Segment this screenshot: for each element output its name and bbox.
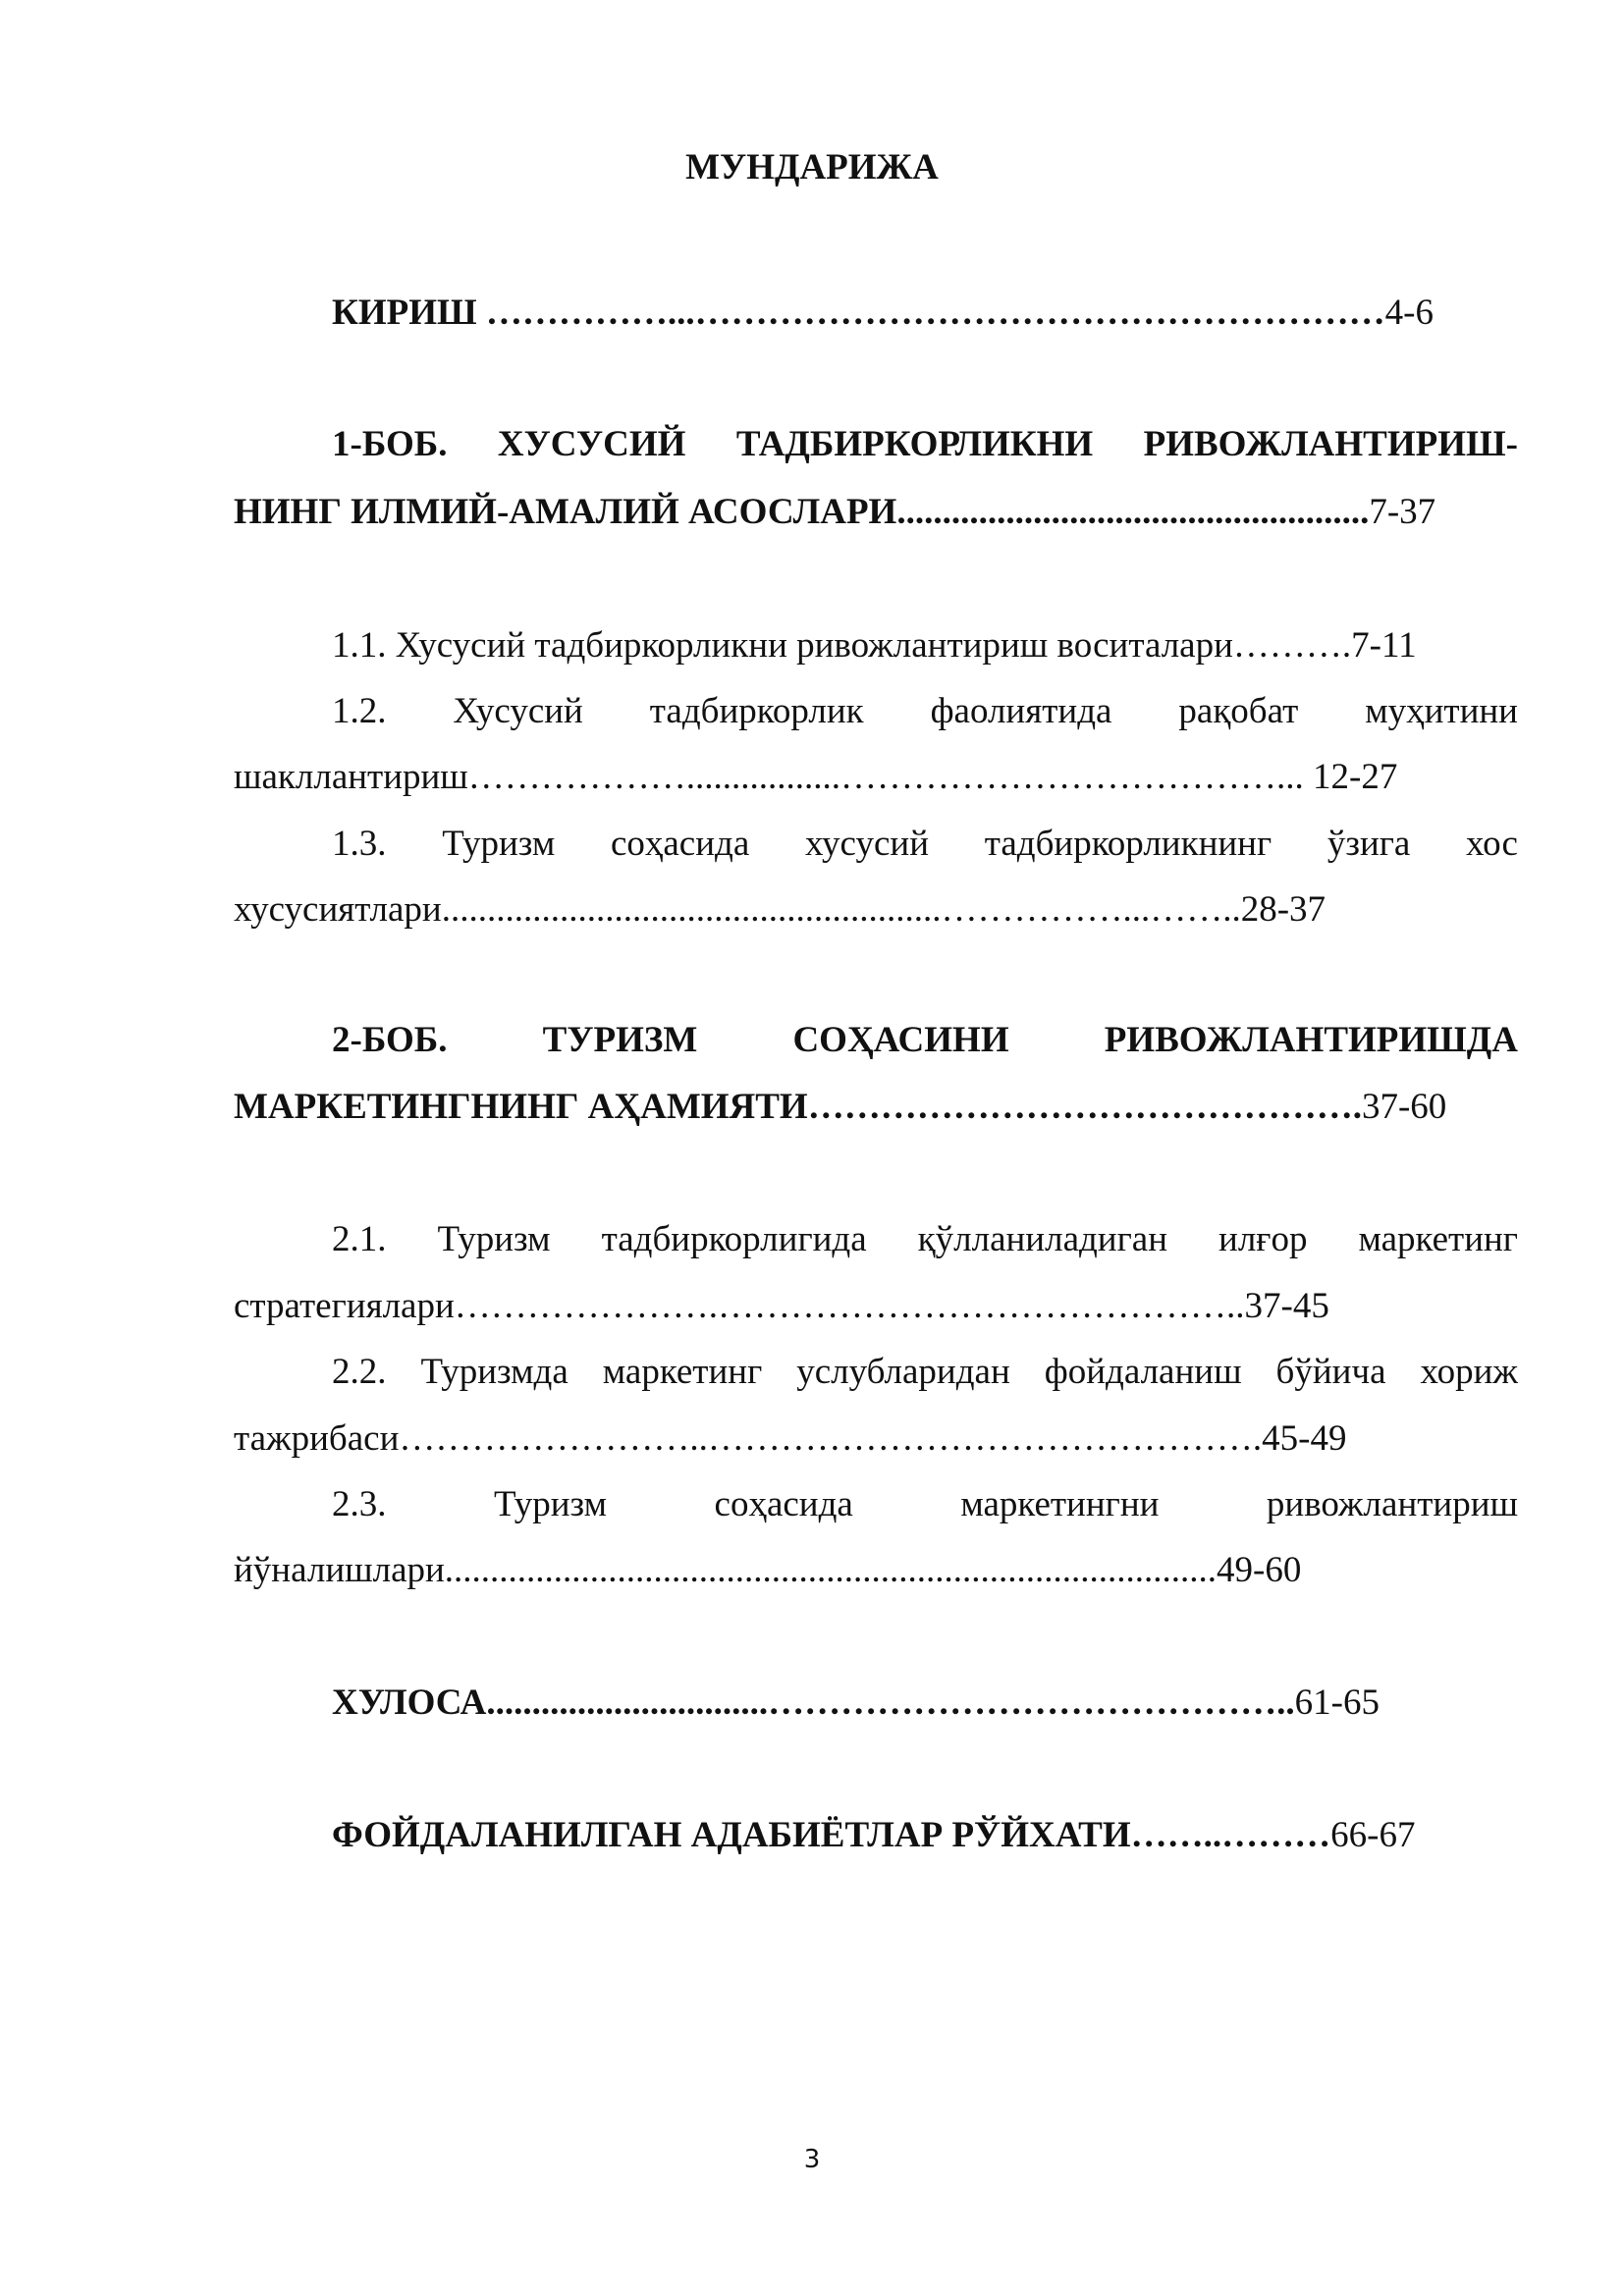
toc-section-1-3-line1 [332,826,1518,862]
toc-word: СОҲАСИНИ [792,1020,1009,1060]
toc-leader-dots: ……………...………………………………………………… [476,293,1385,333]
toc-entry-label: МАРКЕТИНГНИНГ АҲАМИЯТИ [234,1087,808,1127]
toc-section-2-2-line2: тажрибаси……………………..……………………………………….45-49 [234,1418,1347,1459]
toc-section-1-2-line2: шакллантириш……………….................………………………………... 12-27 [234,757,1398,797]
toc-word: 2.3. [332,1484,387,1524]
toc-word: ўзига [1326,824,1411,864]
toc-word: ривожлантириш [1266,1484,1518,1524]
toc-section-1-2-line1 [332,693,1518,729]
toc-word: рақобат [1178,691,1299,731]
toc-leader-dots: ……..……… [1130,1815,1331,1855]
toc-section-1-1: 1.1. Хусусий тадбиркорликни ривожлантириш воситалари……….7-11 [332,625,1417,666]
toc-word: ТАДБИРКОРЛИКНИ [735,424,1094,464]
toc-word: Туризм [442,824,556,864]
toc-word: Туризмда [420,1352,568,1392]
toc-word: соҳасида [610,824,750,864]
toc-entry-label: КИРИШ [332,293,477,333]
toc-word: фойдаланиш [1044,1352,1242,1392]
page-number: 3 [803,2145,821,2174]
toc-word: 2-БОБ. [332,1020,448,1060]
toc-leader-dots: ………………………………………. [807,1087,1362,1127]
toc-word: муҳитини [1365,691,1518,731]
toc-word: маркетинг [602,1352,763,1392]
toc-entry-references [332,1817,1415,1853]
toc-word: қўлланиладиган [917,1219,1168,1259]
toc-word: РИВОЖЛАНТИРИШДА [1104,1020,1518,1060]
toc-word: хусусий [804,824,930,864]
toc-section-2-1-line1 [332,1221,1518,1257]
toc-word: 1.3. [332,824,387,864]
toc-entry-label: ХУЛОСА [332,1682,487,1723]
toc-word: 1.2. [332,691,387,731]
toc-word: тадбиркорлигида [601,1219,867,1259]
toc-word: Хусусий [453,691,583,731]
toc-word: соҳасида [714,1484,853,1524]
toc-word: хос [1466,824,1518,864]
toc-word: бўйича [1275,1352,1386,1392]
toc-word: услубларидан [796,1352,1010,1392]
toc-word: тадбиркорликнинг [984,824,1272,864]
toc-word: Туризм [493,1484,608,1524]
toc-entry-intro [332,294,1434,331]
toc-word: фаолиятида [930,691,1112,731]
page-title: МУНДАРИЖА [685,147,939,187]
toc-word: маркетингни [960,1484,1160,1524]
toc-chapter2-line1 [332,1022,1518,1058]
toc-section-1-3-line2: хусусиятлари.......................................................……………...……..28-37 [234,889,1326,930]
toc-leader-dots: .................................................... [896,492,1370,532]
toc-word: 1-БОБ. [332,424,448,464]
toc-word: ХУСУСИЙ [497,424,686,464]
toc-page-range: 61-65 [1294,1682,1380,1723]
toc-page-range: 66-67 [1330,1815,1416,1855]
toc-entry-conclusion [332,1684,1380,1721]
toc-word: ТУРИЗМ [542,1020,698,1060]
toc-word: илғор [1218,1219,1308,1259]
toc-entry-label: ФОЙДАЛАНИЛГАН АДАБИЁТЛАР РЎЙХАТИ [332,1815,1131,1855]
toc-word: 2.2. [332,1352,387,1392]
toc-word: 2.1. [332,1219,387,1259]
toc-chapter2-line2 [234,1089,1446,1125]
toc-chapter1-line1 [332,426,1518,462]
toc-section-2-2-line1 [332,1354,1518,1390]
toc-page-range: 37-60 [1361,1087,1447,1127]
toc-leader-dots: ...............................…………………………………….. [486,1682,1295,1723]
toc-word: тадбиркорлик [649,691,864,731]
toc-entry-label: НИНГ ИЛМИЙ-АМАЛИЙ АСОСЛАРИ [234,492,897,532]
toc-page-range: 7-37 [1369,492,1436,532]
toc-section-2-1-line2: стратегиялари………………….……………………………………..37-45 [234,1286,1329,1326]
toc-word: РИВОЖЛАНТИРИШ- [1143,424,1518,464]
toc-word: Туризм [437,1219,551,1259]
toc-word: хориж [1420,1352,1518,1392]
toc-section-2-3-line1 [332,1486,1518,1522]
toc-word: маркетинг [1358,1219,1518,1259]
toc-section-2-3-line2: йўналишлари.....................................................................................49-60 [234,1550,1302,1590]
toc-page-range: 4-6 [1384,293,1434,333]
toc-chapter1-line2 [234,494,1435,530]
